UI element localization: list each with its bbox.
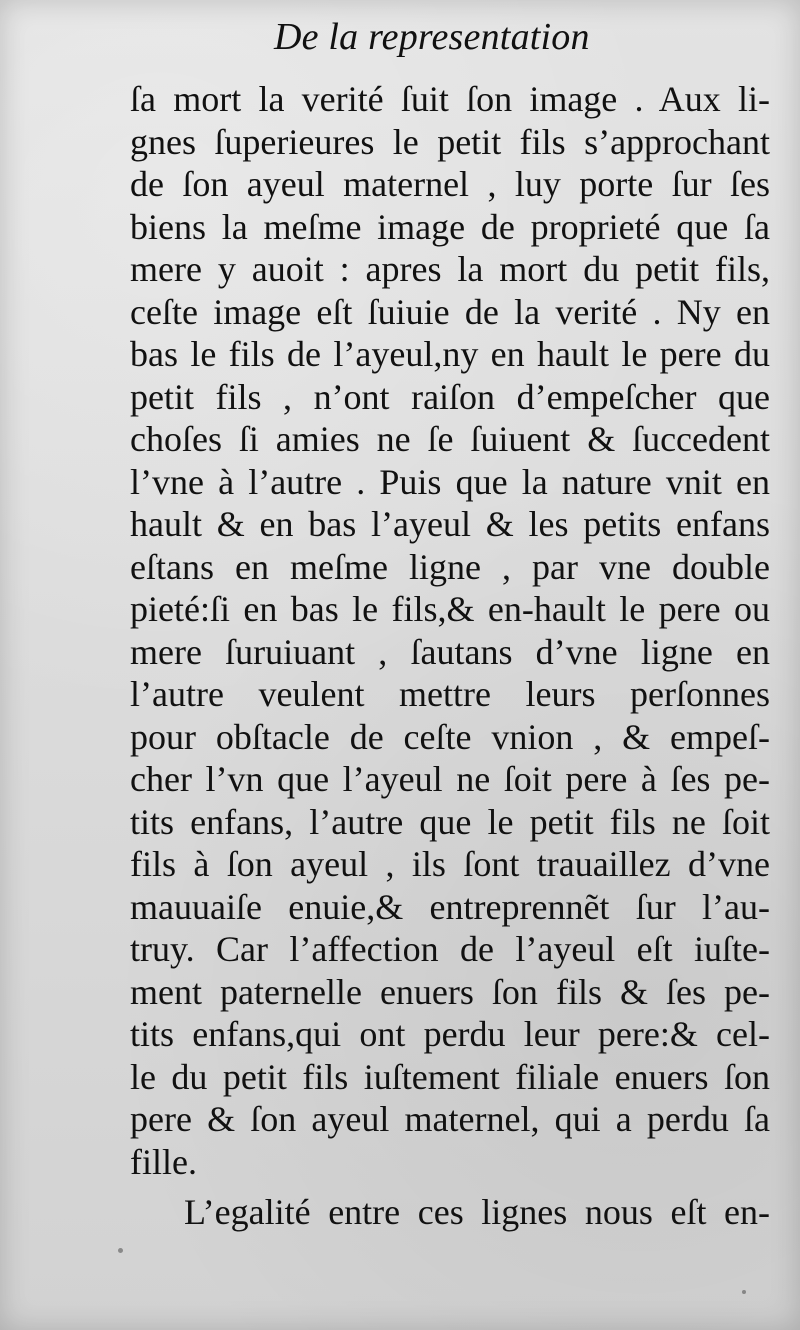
ink-speck <box>742 1290 746 1294</box>
text-line: biens la meſme image de proprieté que ſa <box>130 206 770 247</box>
page-body <box>130 78 770 1234</box>
text-line: l’autre veulent mettre leurs perſonnes <box>130 674 770 714</box>
text-line: petit fils , n’ont raiſon d’empeſcher que <box>130 376 770 417</box>
text-line: fils à ſon ayeul , ils ſont trauaillez d’vne <box>130 844 770 884</box>
paragraph-end-line: fille. <box>130 1141 197 1182</box>
text-line: ceſte image eſt ſuiuie de la verité . Ny en <box>130 291 770 332</box>
running-header: De la representation <box>274 16 590 58</box>
text-line: pieté:ſi en bas le fils,& en-hault le pere ou <box>130 589 770 629</box>
text-line: bas le fils de l’ayeul,ny en hault le pere du <box>130 334 770 374</box>
text-line: mauuaiſe enuie,& entreprennẽt ſur l’au- <box>130 886 770 927</box>
ink-speck <box>118 1248 123 1253</box>
text-line: ſa mort la verité ſuit ſon image . Aux li- <box>130 79 770 119</box>
text-line: truy. Car l’affection de l’ayeul eſt iuſte- <box>130 929 770 969</box>
text-line: tits enfans,qui ont perdu leur pere:& cel- <box>130 1014 770 1054</box>
text-line: le du petit fils iuſtement filiale enuers ſon <box>130 1056 770 1097</box>
text-line: pour obſtacle de ceſte vnion , & empeſ- <box>130 716 770 757</box>
text-line: de ſon ayeul maternel , luy porte ſur ſes <box>130 164 770 204</box>
text-line: pere & ſon ayeul maternel, qui a perdu ſa <box>130 1099 770 1139</box>
text-line: choſes ſi amies ne ſe ſuiuent & ſuccedent <box>130 419 770 459</box>
text-line: tits enfans, l’autre que le petit fils ne ſoit <box>130 801 770 842</box>
text-line: hault & en bas l’ayeul & les petits enfans <box>130 504 770 544</box>
text-line: mere y auoit : apres la mort du petit fils, <box>130 249 770 289</box>
text-line: mere ſuruiuant , ſautans d’vne ligne en <box>130 631 770 672</box>
text-line: gnes ſuperieures le petit fils s’approchant <box>130 121 770 162</box>
text-line: cher l’vn que l’ayeul ne ſoit pere à ſes pe- <box>130 759 770 799</box>
paragraph-start-line: L’egalité entre ces lignes nous eſt en- <box>184 1192 770 1232</box>
text-line: ment paternelle enuers ſon fils & ſes pe- <box>130 971 770 1012</box>
text-line: eſtans en meſme ligne , par vne double <box>130 546 770 587</box>
text-line: l’vne à l’autre . Puis que la nature vnit en <box>130 461 770 502</box>
